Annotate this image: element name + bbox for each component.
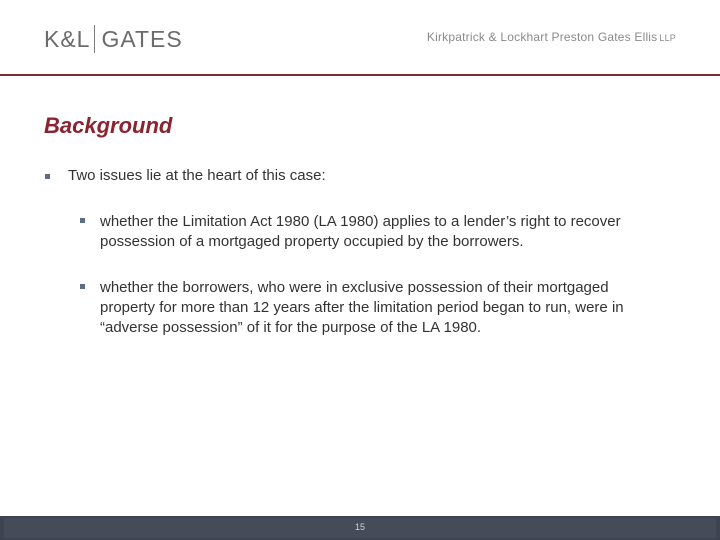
header-rule — [0, 74, 720, 76]
slide-title: Background — [44, 113, 173, 138]
logo-right-text: GATES — [101, 25, 183, 52]
firm-suffix: LLP — [659, 33, 676, 43]
sub-bullet-marker-1 — [80, 218, 85, 223]
main-bullet-text: Two issues lie at the heart of this case: — [68, 167, 326, 184]
bullet-marker — [45, 174, 50, 179]
sub-bullet-marker-2 — [80, 284, 85, 289]
logo-left-text: K&L — [44, 25, 91, 52]
firm-name — [427, 30, 676, 44]
header — [0, 0, 720, 76]
sub-bullet-text-1: whether the Limitation Act 1980 (LA 1980) applies to a lender’s right to recover possession of a mortgaged property occupied by the borrowers. — [100, 213, 621, 250]
firm-name-text: Kirkpatrick & Lockhart Preston Gates Ellis — [426, 30, 658, 44]
logo-divider — [94, 25, 95, 53]
kl-gates-logo — [44, 24, 183, 54]
page-number: 15 — [354, 522, 365, 532]
sub-bullet-text-2: whether the borrowers, who were in exclusive possession of their mortgaged property for more than 12 years after the limitation period began to run, were in “adverse possession” of it for the purpose of the LA 1980. — [100, 279, 624, 336]
